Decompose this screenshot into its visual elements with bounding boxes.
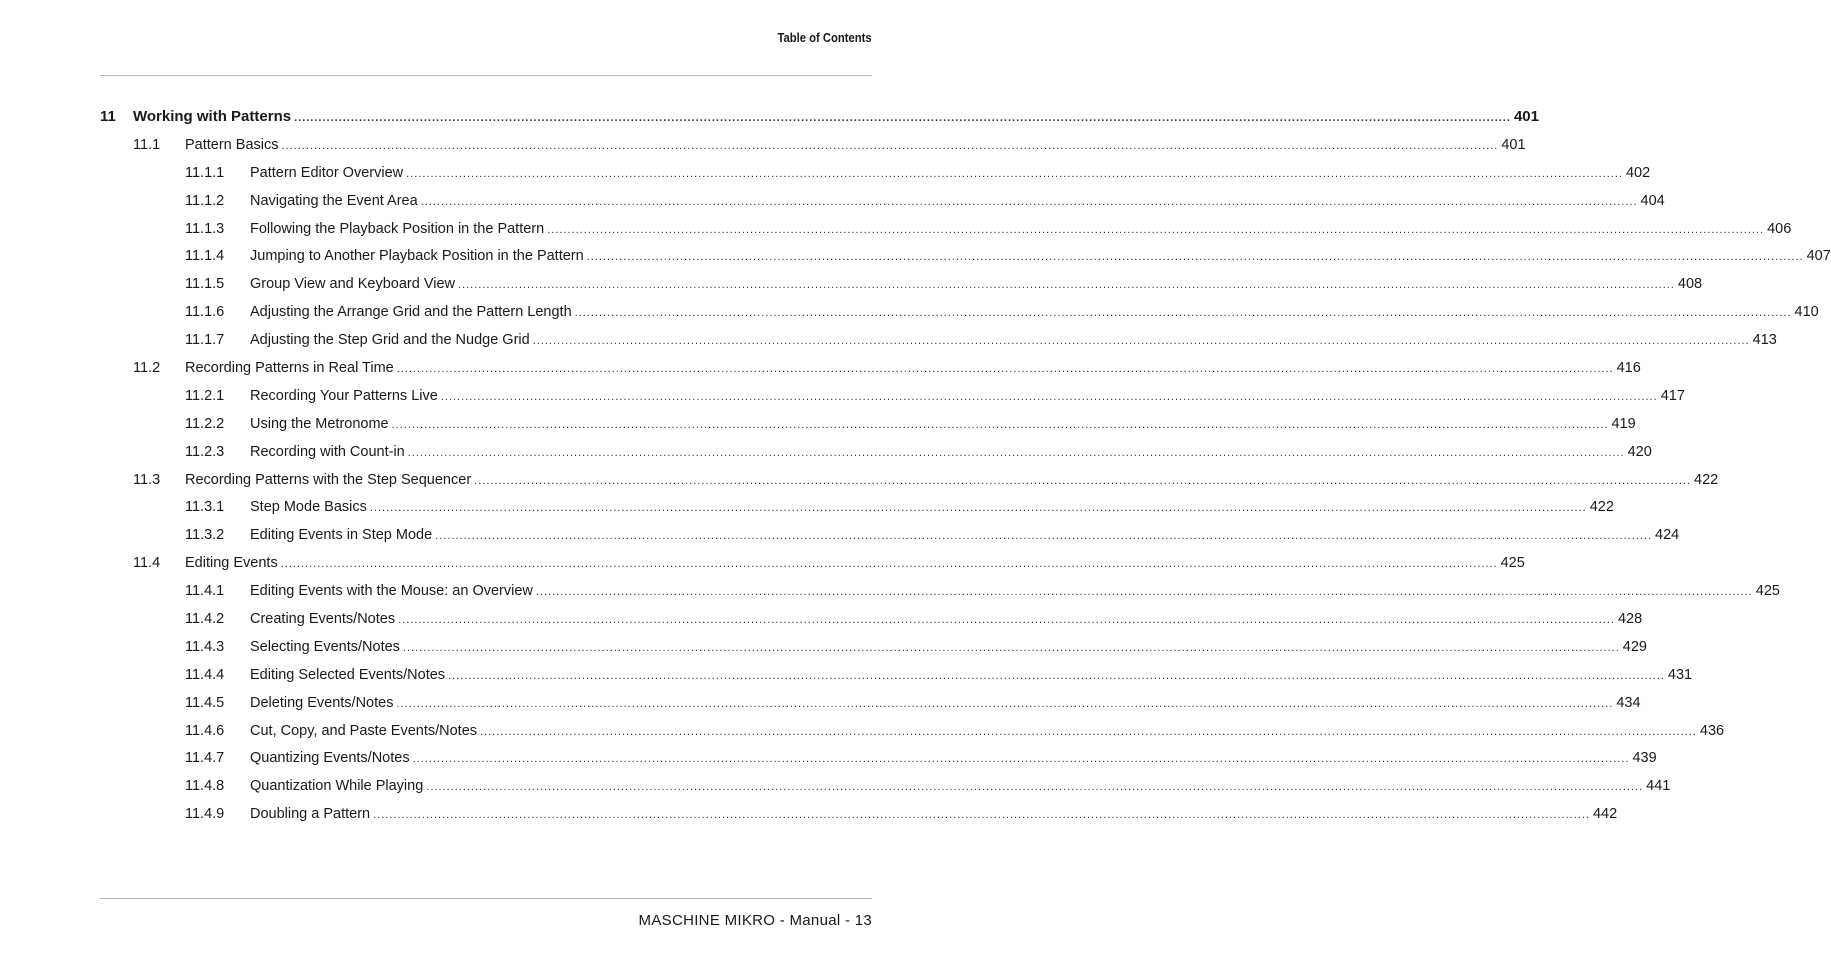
toc-entry-number: 11.1.1 xyxy=(185,164,225,181)
toc-leader-dots: ............................................................................................................................................................................................................................................................................................................ xyxy=(281,139,1499,152)
toc-entry[interactable] xyxy=(100,466,1719,494)
header-divider xyxy=(100,75,872,76)
toc-entry-title: Editing Events with the Mouse: an Overview xyxy=(250,583,536,599)
toc-entry-title: Deleting Events/Notes xyxy=(250,695,396,711)
toc-entry-page: 408 xyxy=(1677,276,1703,293)
toc-leader-dots: ............................................................................................................................................................................................................................................................................................................ xyxy=(407,446,1625,459)
toc-entry-number: 11.2 xyxy=(133,359,161,376)
toc-entry[interactable] xyxy=(100,549,1525,577)
toc-entry[interactable] xyxy=(100,354,1641,382)
toc-entry-title: Selecting Events/Notes xyxy=(250,639,403,655)
toc-entry-title: Recording Patterns with the Step Sequencer xyxy=(185,472,474,488)
toc-entry[interactable] xyxy=(100,438,1652,466)
toc-entry-page: 417 xyxy=(1660,387,1685,404)
toc-entry-page: 401 xyxy=(1513,108,1539,126)
toc-entry[interactable] xyxy=(100,382,1685,410)
toc-entry-page: 419 xyxy=(1611,415,1636,432)
toc-entry-page: 413 xyxy=(1752,332,1777,349)
toc-leader-dots: ............................................................................................................................................................................................................................................................................................................ xyxy=(474,474,1692,487)
toc-entry-title: Pattern Basics xyxy=(185,137,282,153)
toc-entry-number: 11.1.5 xyxy=(185,276,225,293)
toc-leader-dots: ............................................................................................................................................................................................................................................................................................................ xyxy=(458,279,1675,292)
toc-entry[interactable] xyxy=(100,410,1636,438)
toc-leader-dots: ............................................................................................................................................................................................................................................................................................................ xyxy=(294,111,1511,124)
toc-entry-title: Editing Selected Events/Notes xyxy=(250,667,448,683)
toc-entry[interactable] xyxy=(100,215,1792,243)
table-of-contents xyxy=(100,103,1831,828)
toc-entry-page: 425 xyxy=(1755,583,1780,600)
toc-entry-page: 422 xyxy=(1589,499,1614,516)
toc-entry-number: 11.1.3 xyxy=(185,220,225,237)
toc-entry-number: 11.4.3 xyxy=(185,638,225,655)
toc-entry-number: 11.4.7 xyxy=(185,750,225,767)
toc-entry-title: Editing Events xyxy=(185,555,281,571)
toc-entry-number: 11.4.9 xyxy=(185,806,225,823)
toc-entry-page: 441 xyxy=(1646,778,1671,795)
toc-leader-dots: ............................................................................................................................................................................................................................................................................................................ xyxy=(396,362,1614,375)
toc-entry-number: 11.1.4 xyxy=(185,248,225,265)
toc-leader-dots: ............................................................................................................................................................................................................................................................................................................ xyxy=(426,781,1644,794)
toc-entry-page: 410 xyxy=(1794,304,1819,321)
toc-entry-page: 439 xyxy=(1632,750,1657,767)
page-header-title: Table of Contents xyxy=(777,31,872,45)
toc-leader-dots: ............................................................................................................................................................................................................................................................................................................ xyxy=(369,502,1587,515)
toc-entry-page: 422 xyxy=(1694,471,1719,488)
toc-entry-number: 11.4.6 xyxy=(185,722,225,739)
toc-entry-title: Quantizing Events/Notes xyxy=(250,750,413,766)
toc-leader-dots: ............................................................................................................................................................................................................................................................................................................ xyxy=(391,418,1609,431)
toc-entry-page: 431 xyxy=(1667,666,1693,683)
toc-entry-title: Step Mode Basics xyxy=(250,499,370,515)
toc-leader-dots: ............................................................................................................................................................................................................................................................................................................ xyxy=(440,390,1658,403)
toc-entry-page: 416 xyxy=(1616,359,1641,376)
toc-entry-page: 406 xyxy=(1767,220,1792,237)
toc-leader-dots: ............................................................................................................................................................................................................................................................................................................ xyxy=(435,530,1653,543)
toc-leader-dots: ............................................................................................................................................................................................................................................................................................................ xyxy=(586,251,1804,264)
toc-entry-page: 404 xyxy=(1640,192,1665,209)
toc-entry-page: 425 xyxy=(1500,555,1525,572)
toc-entry-number: 11.2.2 xyxy=(185,415,225,432)
toc-entry-title: Adjusting the Step Grid and the Nudge Grid xyxy=(250,332,533,348)
toc-entry[interactable] xyxy=(100,326,1777,354)
toc-entry-page: 436 xyxy=(1699,722,1725,739)
toc-entry-title: Doubling a Pattern xyxy=(250,806,373,822)
toc-entry-title: Recording with Count-in xyxy=(250,444,408,460)
page-footer: MASCHINE MIKRO - Manual - 13 xyxy=(638,912,872,929)
toc-leader-dots: ............................................................................................................................................................................................................................................................................................................ xyxy=(532,335,1750,348)
toc-entry-number: 11.2.1 xyxy=(185,387,225,404)
toc-entry-title: Editing Events in Step Mode xyxy=(250,527,435,543)
toc-entry[interactable] xyxy=(100,689,1641,717)
toc-entry-number: 11.4.8 xyxy=(185,778,225,795)
toc-entry-title: Jumping to Another Playback Position in the Pattern xyxy=(250,248,587,264)
footer-divider xyxy=(100,898,872,899)
toc-entry-number: 11.4.2 xyxy=(185,610,225,627)
toc-leader-dots: ............................................................................................................................................................................................................................................................................................................ xyxy=(402,641,1620,654)
toc-leader-dots: ............................................................................................................................................................................................................................................................................................................ xyxy=(480,725,1697,738)
toc-entry-number: 11.3 xyxy=(133,471,161,488)
toc-entry-number: 11.2.3 xyxy=(185,443,225,460)
toc-entry[interactable] xyxy=(100,159,1651,187)
toc-entry-page: 434 xyxy=(1616,694,1641,711)
toc-entry-page: 442 xyxy=(1592,806,1618,823)
toc-entry[interactable] xyxy=(100,633,1647,661)
toc-entry-number: 11.3.2 xyxy=(185,527,225,544)
toc-entry-title: Following the Playback Position in the Pattern xyxy=(250,221,547,237)
toc-entry[interactable] xyxy=(100,242,1831,270)
toc-leader-dots: ............................................................................................................................................................................................................................................................................................................ xyxy=(420,195,1638,208)
toc-entry-number: 11.1 xyxy=(133,136,161,153)
toc-entry-number: 11 xyxy=(100,108,116,126)
toc-entry[interactable] xyxy=(100,103,1539,131)
toc-entry-title: Cut, Copy, and Paste Events/Notes xyxy=(250,723,480,739)
toc-entry-page: 428 xyxy=(1617,610,1643,627)
toc-entry[interactable] xyxy=(100,187,1665,215)
toc-entry[interactable] xyxy=(100,298,1819,326)
toc-entry-number: 11.3.1 xyxy=(185,499,225,516)
toc-entry[interactable] xyxy=(100,772,1671,800)
toc-entry-number: 11.4 xyxy=(133,555,161,572)
toc-leader-dots: ............................................................................................................................................................................................................................................................................................................ xyxy=(412,753,1630,766)
toc-entry-number: 11.4.1 xyxy=(185,583,225,600)
toc-entry[interactable] xyxy=(100,744,1657,772)
toc-entry[interactable] xyxy=(100,605,1643,633)
toc-entry[interactable] xyxy=(100,800,1618,828)
toc-entry-number: 11.4.4 xyxy=(185,666,225,683)
toc-leader-dots: ............................................................................................................................................................................................................................................................................................................ xyxy=(535,586,1753,599)
toc-entry-title: Pattern Editor Overview xyxy=(250,165,406,181)
toc-entry-title: Working with Patterns xyxy=(133,108,294,125)
toc-entry-page: 424 xyxy=(1655,527,1680,544)
toc-leader-dots: ............................................................................................................................................................................................................................................................................................................ xyxy=(448,669,1665,682)
toc-entry-title: Recording Your Patterns Live xyxy=(250,388,441,404)
toc-entry[interactable] xyxy=(100,661,1693,689)
toc-entry-number: 11.1.2 xyxy=(185,192,225,209)
toc-entry-title: Recording Patterns in Real Time xyxy=(185,360,397,376)
toc-entry-page: 401 xyxy=(1501,136,1526,153)
toc-leader-dots: ............................................................................................................................................................................................................................................................................................................ xyxy=(406,167,1623,180)
toc-leader-dots: ............................................................................................................................................................................................................................................................................................................ xyxy=(373,809,1590,822)
toc-entry[interactable] xyxy=(100,270,1703,298)
toc-entry-page: 420 xyxy=(1627,443,1652,460)
toc-entry-title: Navigating the Event Area xyxy=(250,193,421,209)
toc-entry[interactable] xyxy=(100,493,1614,521)
toc-entry[interactable] xyxy=(100,131,1526,159)
toc-entry-number: 11.1.7 xyxy=(185,332,225,349)
toc-entry-title: Adjusting the Arrange Grid and the Pattern Length xyxy=(250,304,575,320)
toc-entry-number: 11.1.6 xyxy=(185,304,225,321)
toc-entry-title: Quantization While Playing xyxy=(250,778,426,794)
toc-entry[interactable] xyxy=(100,577,1780,605)
toc-entry-title: Group View and Keyboard View xyxy=(250,276,458,292)
toc-entry-page: 407 xyxy=(1806,248,1831,265)
toc-entry-page: 429 xyxy=(1622,638,1647,655)
toc-leader-dots: ............................................................................................................................................................................................................................................................................................................ xyxy=(574,307,1792,320)
toc-entry[interactable] xyxy=(100,717,1725,745)
toc-entry[interactable] xyxy=(100,521,1680,549)
toc-leader-dots: ............................................................................................................................................................................................................................................................................................................ xyxy=(396,697,1614,710)
toc-entry-number: 11.4.5 xyxy=(185,694,225,711)
toc-leader-dots: ............................................................................................................................................................................................................................................................................................................ xyxy=(280,558,1498,571)
toc-leader-dots: ............................................................................................................................................................................................................................................................................................................ xyxy=(398,613,1615,626)
toc-entry-title: Creating Events/Notes xyxy=(250,611,398,627)
toc-entry-page: 402 xyxy=(1625,164,1651,181)
toc-leader-dots: ............................................................................................................................................................................................................................................................................................................ xyxy=(547,223,1765,236)
toc-entry-title: Using the Metronome xyxy=(250,416,392,432)
